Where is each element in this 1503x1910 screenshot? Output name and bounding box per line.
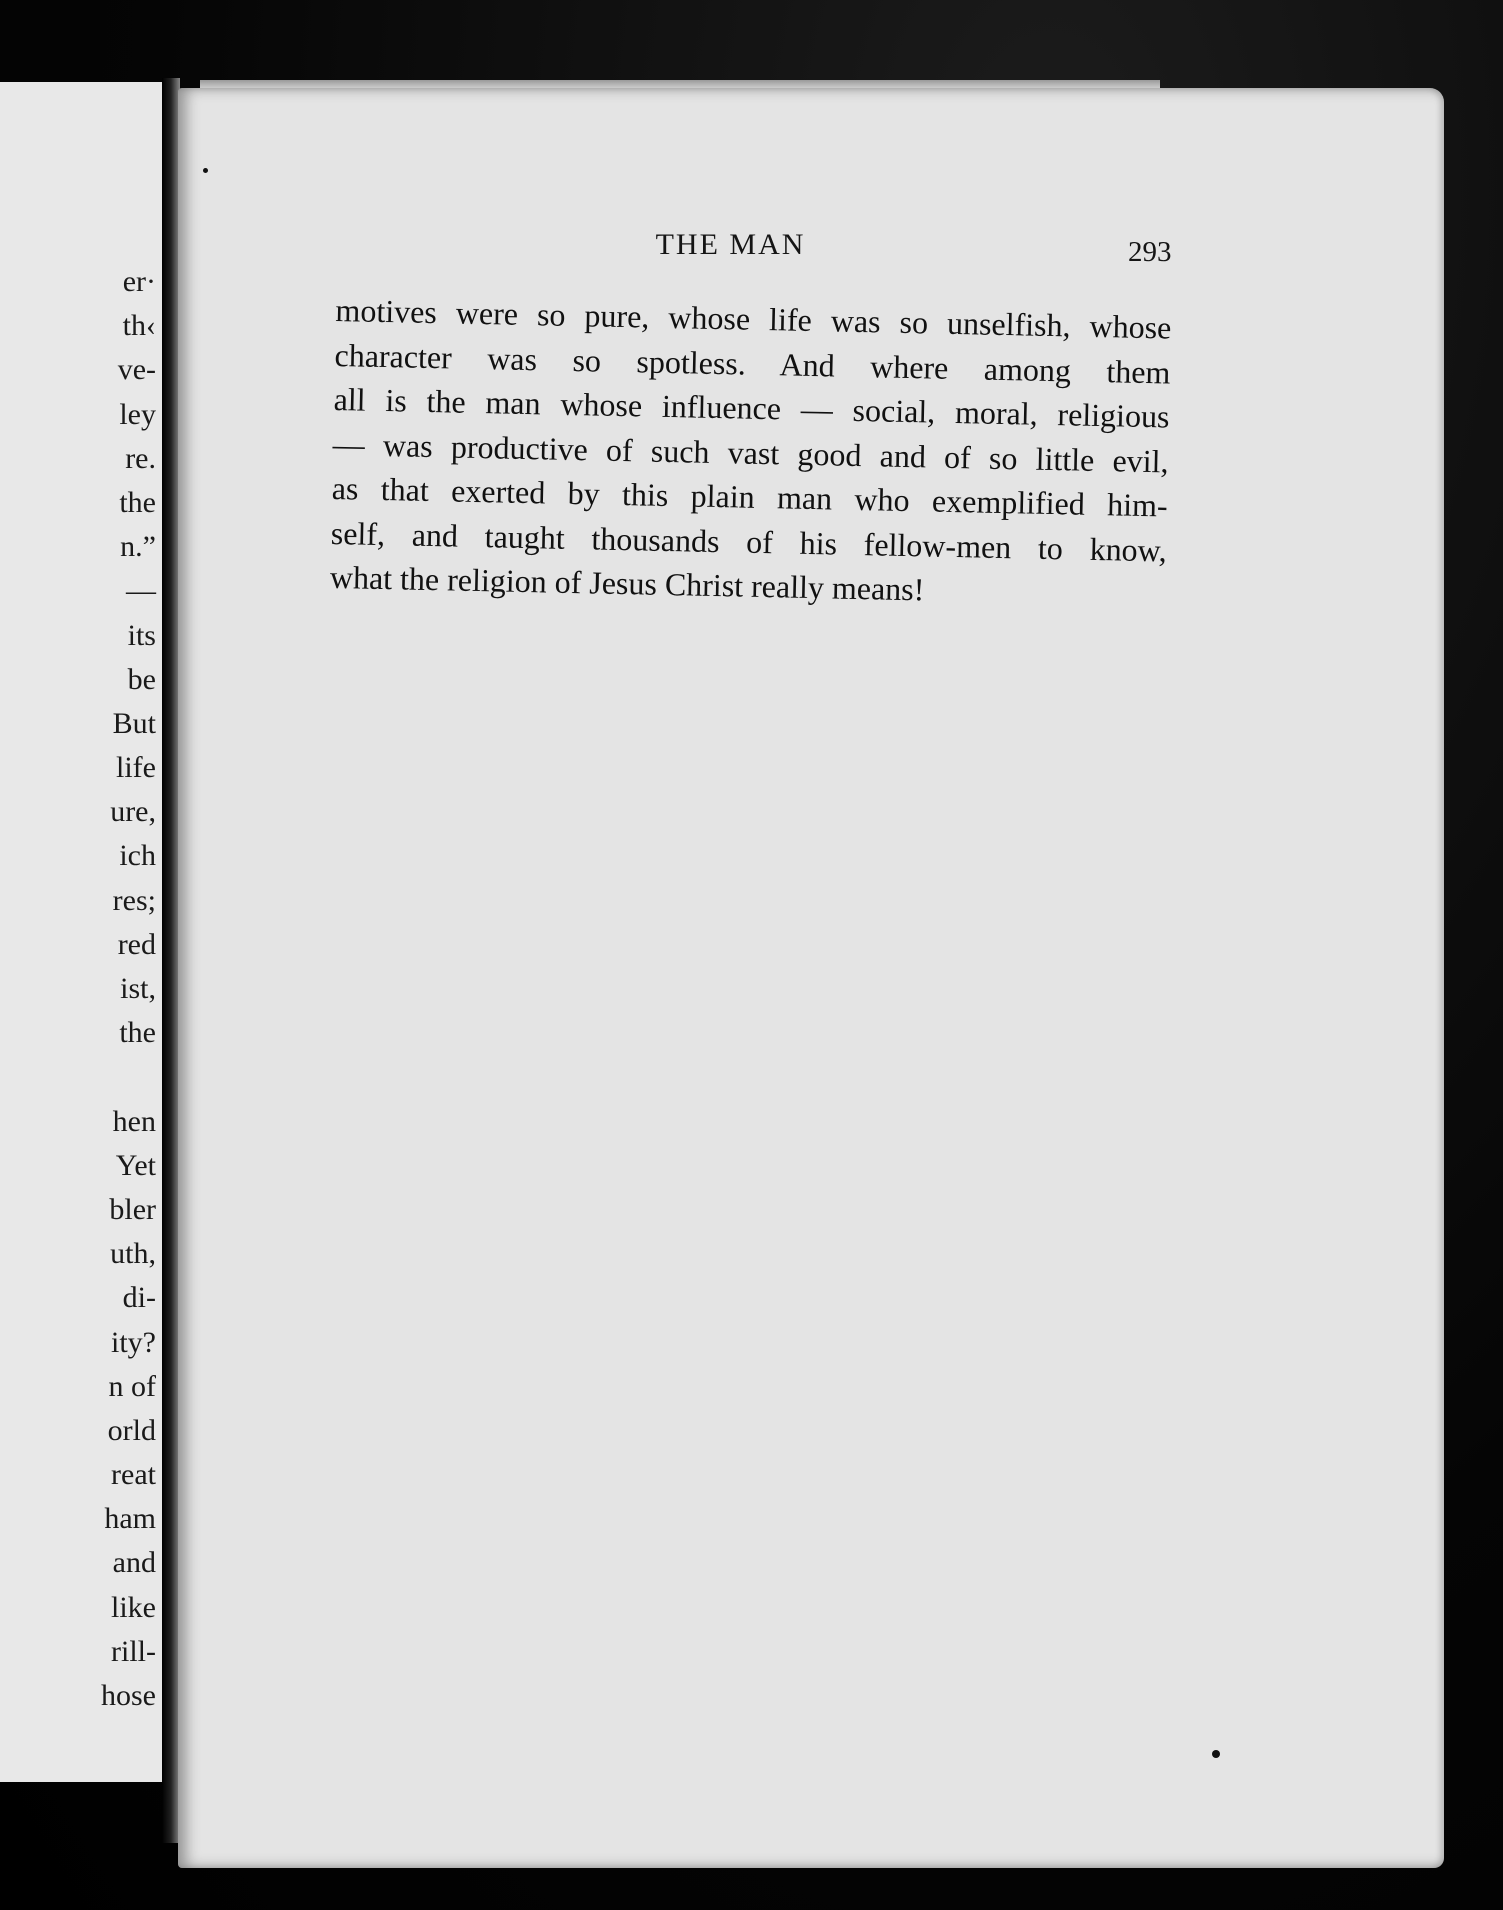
- left-page-line: its: [127, 618, 156, 652]
- left-page-line: th‹: [122, 309, 156, 343]
- left-page-line: bler: [109, 1192, 156, 1226]
- left-page-line: Yet: [115, 1148, 156, 1182]
- body-text-line: all is the man whose influence — social, moral, religious: [333, 380, 1170, 435]
- left-page-line: But: [112, 706, 156, 740]
- left-page: [0, 82, 172, 1782]
- body-text: [329, 288, 1171, 617]
- left-page-line: ham: [104, 1502, 156, 1536]
- left-page-line: life: [116, 751, 156, 785]
- body-text-line: self, and taught thousands of his fellow-men to know,: [330, 514, 1168, 568]
- left-page-line: [0, 1055, 156, 1099]
- running-head: THE MAN: [655, 228, 806, 261]
- body-text-line: what the religion of Jesus Christ really means!: [329, 558, 925, 608]
- left-page-line: uth,: [110, 1237, 156, 1271]
- left-page-line: res;: [112, 883, 156, 917]
- body-text-line: as that exerted by this plain man who exemplified him-: [331, 469, 1169, 524]
- left-page-line: di-: [122, 1281, 156, 1315]
- body-text-line: motives were so pure, whose life was so unselfish, whose: [335, 291, 1172, 346]
- left-page-line: reat: [111, 1458, 156, 1492]
- left-page-line: ley: [119, 397, 156, 431]
- left-page-line: rill-: [111, 1634, 156, 1668]
- left-page-line: ve-: [117, 353, 156, 387]
- left-page-line: ich: [119, 839, 156, 873]
- left-page-line: the: [119, 1016, 156, 1050]
- speck-mark: [203, 168, 208, 173]
- left-page-line: orld: [107, 1413, 156, 1447]
- right-page: [178, 88, 1444, 1868]
- left-page-line: ure,: [110, 795, 156, 829]
- left-page-line: er·: [122, 265, 156, 298]
- left-page-line: ity?: [111, 1325, 156, 1359]
- page-number: 293: [1128, 236, 1172, 268]
- left-page-line: be: [127, 662, 156, 696]
- body-text-line: — was productive of such vast good and of so little evil,: [332, 425, 1169, 479]
- speck-mark: [1212, 1750, 1220, 1758]
- body-text-line: character was so spotless. And where among them: [334, 336, 1171, 390]
- left-page-line: hen: [112, 1104, 156, 1138]
- left-page-line: —: [126, 574, 156, 608]
- left-page-line: re.: [125, 441, 156, 475]
- left-page-line: the: [119, 485, 156, 519]
- left-page-line: and: [112, 1546, 156, 1580]
- left-page-text: [0, 260, 156, 1718]
- left-page-line: hose: [101, 1679, 156, 1712]
- left-page-line: red: [117, 927, 156, 961]
- left-page-line: like: [111, 1590, 156, 1624]
- left-page-line: ist,: [120, 972, 156, 1005]
- left-page-line: n.”: [120, 530, 156, 564]
- left-page-line: n of: [108, 1369, 156, 1403]
